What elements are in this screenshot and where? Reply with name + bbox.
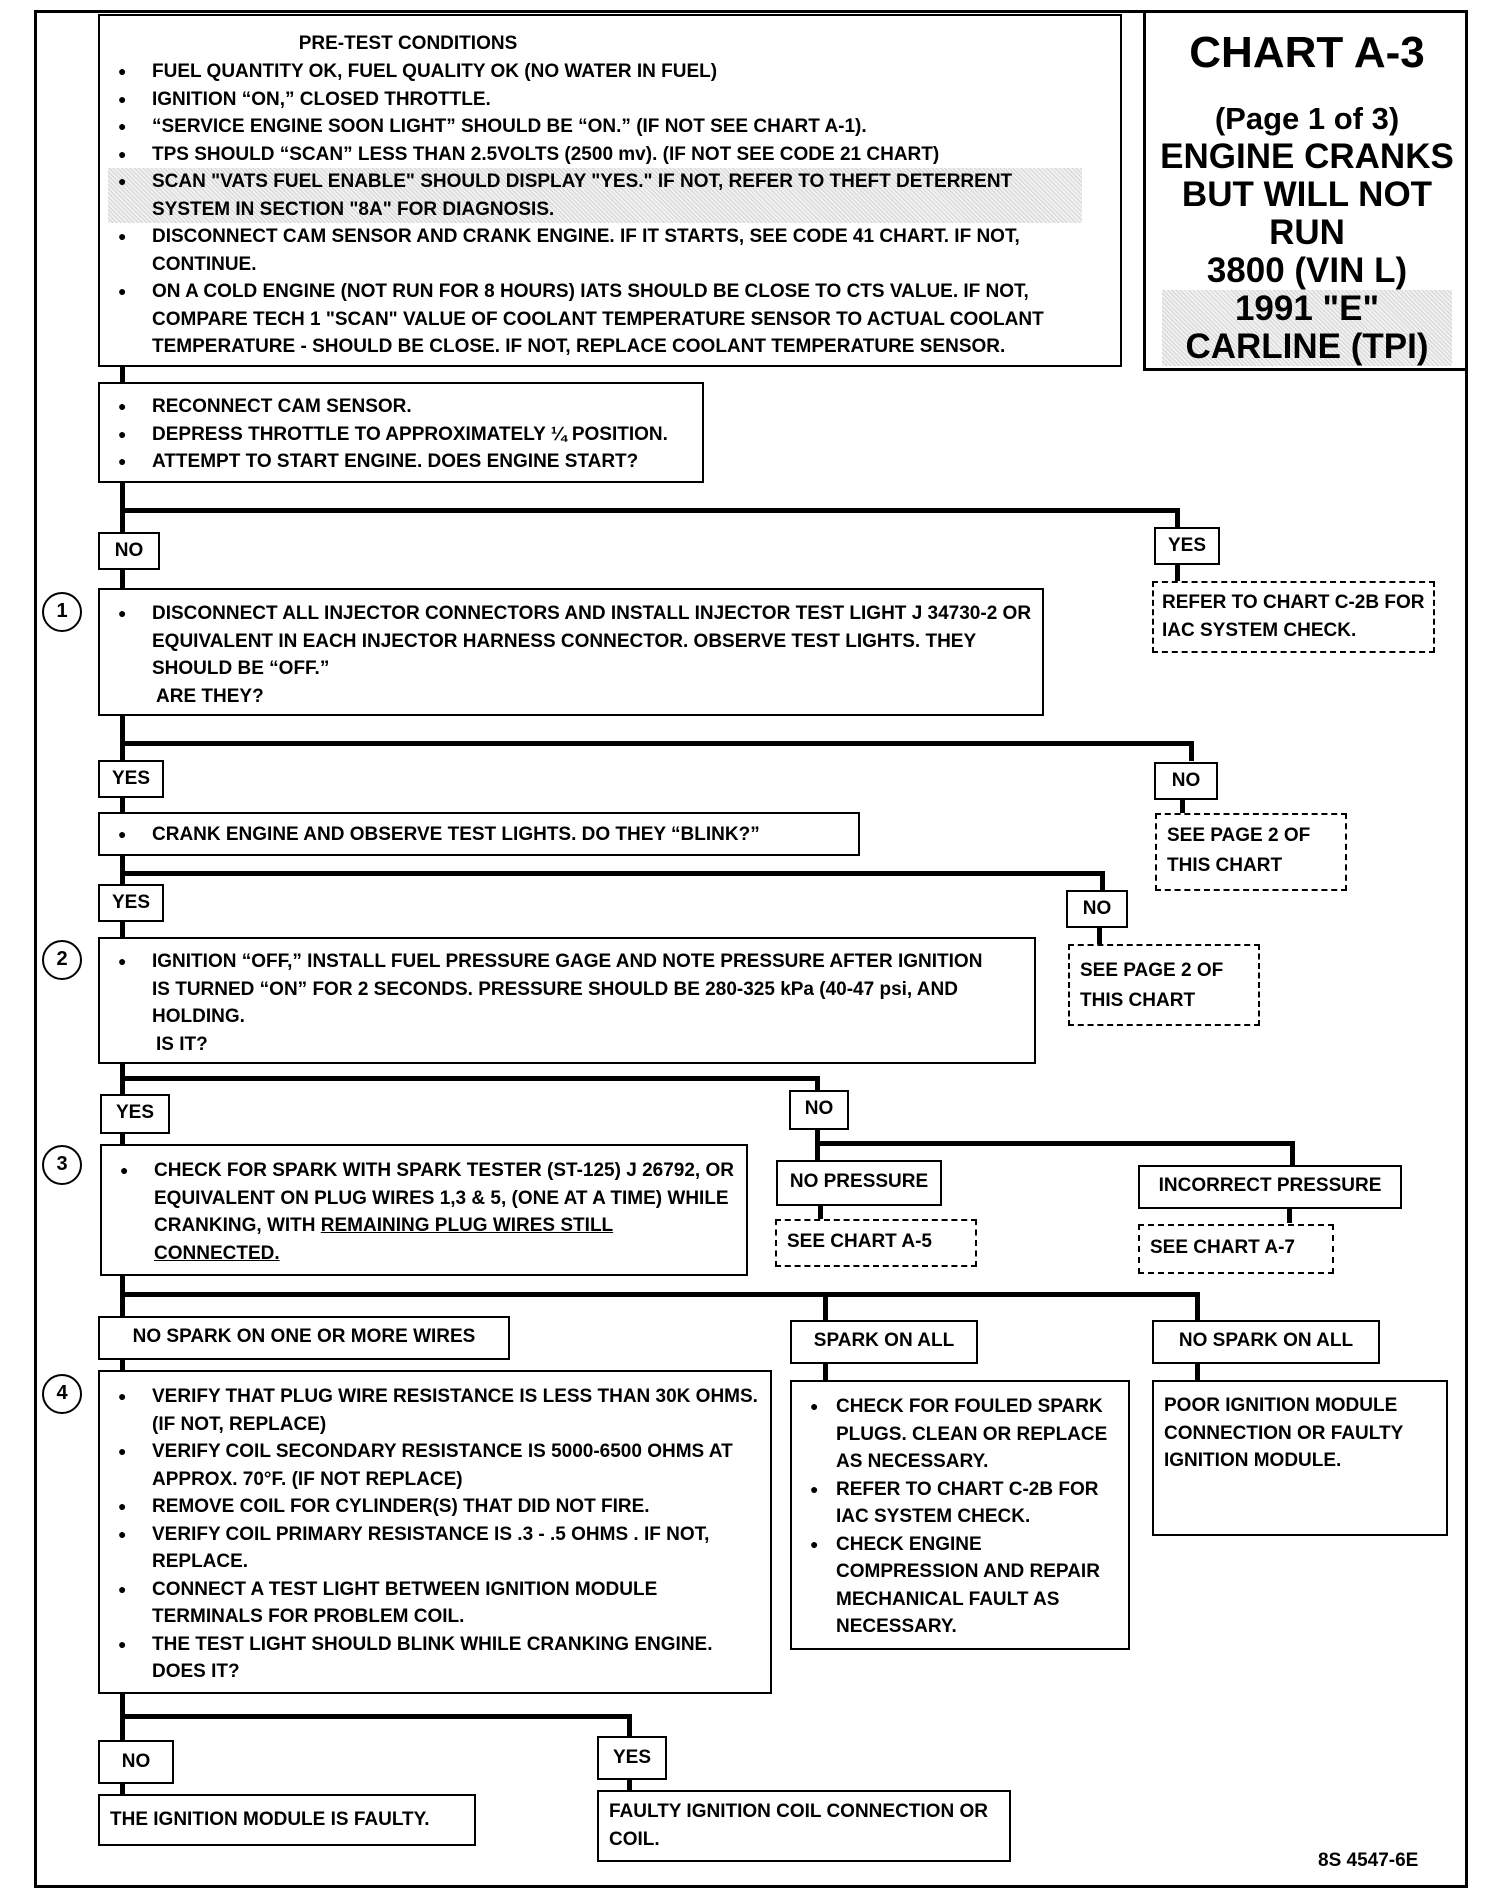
crank-list [108, 821, 850, 849]
step2-list [108, 948, 1026, 1031]
pretest-list [108, 58, 1112, 361]
connector-line [120, 1714, 632, 1719]
connector-line [120, 1134, 125, 1144]
connector-line [1195, 1292, 1200, 1320]
connector-line [120, 798, 125, 812]
branch-no-label: NO [789, 1090, 849, 1130]
chart-page: (Page 1 of 3) [1214, 101, 1400, 136]
connector-line [823, 1292, 828, 1320]
connector-line [1097, 928, 1102, 944]
spark-on-all-result-box [790, 1380, 1130, 1650]
connector-line [815, 1141, 1295, 1146]
connector-line [1175, 508, 1180, 528]
branch-yes-label: YES [597, 1736, 667, 1780]
pretest-item: ● ON A COLD ENGINE (NOT RUN FOR 8 HOURS) IATS SHOULD BE CLOSE TO CTS VALUE. IF NOT, COMPARE TECH 1 "SCAN" VALUE OF COOLANT TEMPERATURE SENSOR TO ACTUAL COOLANT TEMPERATURE - SHOULD BE CLOSE. IF NOT, REPLACE COOLANT TEMPERATURE SENSOR. [108, 278, 1112, 361]
see-page2-ref: SEE PAGE 2 OF THIS CHART [1155, 813, 1347, 891]
crank-text: ● CRANK ENGINE AND OBSERVE TEST LIGHTS. DO THEY “BLINK?” [108, 821, 850, 849]
coil-faulty-result: FAULTY IGNITION COIL CONNECTION OR COIL. [597, 1790, 1011, 1862]
spark-all-item: ● CHECK FOR FOULED SPARK PLUGS. CLEAN OR REPLACE AS NECESSARY. [800, 1393, 1120, 1476]
connector-line [120, 508, 1180, 513]
branch-yes-label: YES [98, 884, 164, 922]
step4-item: ● VERIFY COIL SECONDARY RESISTANCE IS 5000-6500 OHMS AT APPROX. 70°F. (IF NOT REPLACE) [108, 1438, 762, 1493]
pretest-item: ● “SERVICE ENGINE SOON LIGHT” SHOULD BE “ON.” (IF NOT SEE CHART A-1). [108, 113, 1112, 141]
see-page2-ref: SEE PAGE 2 OF THIS CHART [1068, 944, 1260, 1026]
connector-line [120, 1292, 1200, 1297]
pretest-heading: PRE-TEST CONDITIONS [298, 33, 518, 54]
step1-text: ● DISCONNECT ALL INJECTOR CONNECTORS AND INSTALL INJECTOR TEST LIGHT J 34730-2 OR EQUIVALENT IN EACH INJECTOR HARNESS CONNECTOR. OBSERVE TEST LIGHTS. THEY SHOULD BE “OFF.” [108, 600, 1034, 683]
start-engine-item: ● RECONNECT CAM SENSOR. [108, 393, 694, 421]
model-year-text: 1991 "E" [1234, 289, 1380, 328]
step-number-2: 2 [42, 940, 82, 980]
connector-line [627, 1714, 632, 1736]
chart-number: CHART A-3 [1189, 28, 1425, 77]
no-spark-one-label: NO SPARK ON ONE OR MORE WIRES [98, 1316, 510, 1360]
start-engine-item: ● DEPRESS THROTTLE TO APPROXIMATELY ¼ POSITION. [108, 421, 694, 449]
document-code: 8S 4547-6E [1318, 1850, 1419, 1871]
see-chart-a5: SEE CHART A-5 [775, 1219, 977, 1267]
spark-all-label: SPARK ON ALL [790, 1320, 978, 1364]
crank-observe-box [98, 812, 860, 856]
connector-line [120, 1064, 125, 1098]
spark-all-item: ● REFER TO CHART C-2B FOR IAC SYSTEM CHECK. [800, 1476, 1120, 1531]
connector-line [120, 871, 1105, 876]
connector-line [120, 716, 125, 760]
connector-line [120, 1076, 820, 1081]
branch-yes-label: YES [98, 760, 164, 798]
step-number-1: 1 [42, 592, 82, 632]
start-engine-list [108, 393, 694, 476]
chart-title-line1: ENGINE CRANKS [1160, 137, 1454, 176]
connector-line [1100, 871, 1105, 891]
step3-text [110, 1157, 738, 1267]
pretest-item: ● DISCONNECT CAM SENSOR AND CRANK ENGINE. IF IT STARTS, SEE CODE 41 CHART. IF NOT, CONTINUE. [108, 223, 1112, 278]
connector-line [120, 741, 1194, 746]
branch-yes-label: YES [100, 1094, 170, 1134]
connector-line [1189, 741, 1194, 761]
step4-item: ● REMOVE COIL FOR CYLINDER(S) THAT DID NOT FIRE. [108, 1493, 762, 1521]
branch-no-label: NO [1066, 890, 1128, 928]
step2-question: IS IT? [156, 1033, 208, 1055]
step1-question: ARE THEY? [156, 685, 264, 707]
connector-line [1287, 1209, 1292, 1223]
step2-text: ● IGNITION “OFF,” INSTALL FUEL PRESSURE GAGE AND NOTE PRESSURE AFTER IGNITION IS TURNED “ON” FOR 2 SECONDS. PRESSURE SHOULD BE 280-325 kPa (40-47 psi, AND HOLDING. [108, 948, 1026, 1031]
step4-item: ● VERIFY COIL PRIMARY RESISTANCE IS .3 - .5 OHMS . IF NOT, REPLACE. [108, 1521, 762, 1576]
branch-no-label: NO [98, 1740, 174, 1784]
branch-no-label: NO [1154, 762, 1218, 800]
pretest-conditions-box [98, 14, 1122, 367]
connector-line [120, 1784, 125, 1794]
step3-spark-box [100, 1144, 748, 1276]
no-spark-all-label: NO SPARK ON ALL [1152, 1320, 1380, 1364]
connector-line [120, 367, 125, 382]
chart-title-line2: BUT WILL NOT [1181, 175, 1433, 214]
branch-no-label: NO [98, 532, 160, 570]
spark-all-list [800, 1393, 1120, 1641]
step-number-4: 4 [42, 1374, 82, 1414]
start-engine-box [98, 382, 704, 483]
model-year [1162, 290, 1452, 366]
carline-text: CARLINE (TPI) [1185, 327, 1429, 366]
connector-line [120, 570, 125, 588]
engine-code: 3800 (VIN L) [1206, 251, 1408, 290]
refer-chart-c2b: REFER TO CHART C-2B FOR IAC SYSTEM CHECK. [1152, 581, 1435, 653]
connector-line [823, 1364, 828, 1380]
module-faulty-result: THE IGNITION MODULE IS FAULTY. [98, 1794, 476, 1846]
step4-question: DOES IT? [152, 1661, 240, 1682]
step2-fuel-pressure-box [98, 937, 1036, 1064]
connector-line [627, 1780, 632, 1790]
connector-line [815, 1130, 820, 1162]
step3-text-main: CHECK FOR SPARK WITH SPARK TESTER (ST-125) J 26792, OR EQUIVALENT ON PLUG WIRES 1,3 & 5, (ONE AT A TIME) WHILE CRANKING, WITH [154, 1160, 734, 1236]
spark-all-item: ● CHECK ENGINE COMPRESSION AND REPAIR MECHANICAL FAULT AS NECESSARY. [800, 1531, 1120, 1641]
step4-list [108, 1383, 762, 1658]
see-chart-a7: SEE CHART A-7 [1138, 1224, 1334, 1274]
connector-line [1195, 1364, 1200, 1380]
connector-line [1180, 800, 1185, 814]
step-number-3: 3 [42, 1145, 82, 1185]
pretest-item: ● TPS SHOULD “SCAN” LESS THAN 2.5VOLTS (2500 mv). (IF NOT SEE CODE 21 CHART) [108, 141, 1112, 169]
step4-coil-box [98, 1370, 772, 1694]
chart-title-line3: RUN [1269, 213, 1345, 252]
no-pressure-label: NO PRESSURE [776, 1160, 942, 1206]
step4-item: ● CONNECT A TEST LIGHT BETWEEN IGNITION MODULE TERMINALS FOR PROBLEM COIL. [108, 1576, 762, 1631]
step1-injector-box [98, 588, 1044, 716]
step1-list [108, 600, 1034, 683]
no-spark-all-result-box: POOR IGNITION MODULE CONNECTION OR FAULTY IGNITION MODULE. [1152, 1380, 1448, 1536]
step3-list [110, 1157, 738, 1267]
connector-line [1290, 1141, 1295, 1165]
start-engine-item: ● ATTEMPT TO START ENGINE. DOES ENGINE START? [108, 448, 694, 476]
incorrect-pressure-label: INCORRECT PRESSURE [1138, 1165, 1402, 1209]
connector-line [120, 922, 125, 938]
pretest-item-vats: ● SCAN "VATS FUEL ENABLE" SHOULD DISPLAY "YES." IF NOT, REFER TO THEFT DETERRENT SYSTEM IN SECTION "8A" FOR DIAGNOSIS. [108, 168, 1082, 223]
chart-title-block [1143, 10, 1468, 371]
branch-yes-label: YES [1154, 527, 1220, 565]
connector-line [818, 1206, 823, 1220]
step4-item: ● THE TEST LIGHT SHOULD BLINK WHILE CRANKING ENGINE. [108, 1631, 762, 1659]
step4-item: ● VERIFY THAT PLUG WIRE RESISTANCE IS LESS THAN 30K OHMS. (IF NOT, REPLACE) [108, 1383, 762, 1438]
pretest-item: ● IGNITION “ON,” CLOSED THROTTLE. [108, 86, 1112, 114]
step3-text-underlined: REMAINING PLUG WIRES STILL CONNECTED. [154, 1215, 614, 1264]
pretest-item: ● FUEL QUANTITY OK, FUEL QUALITY OK (NO WATER IN FUEL) [108, 58, 1112, 86]
